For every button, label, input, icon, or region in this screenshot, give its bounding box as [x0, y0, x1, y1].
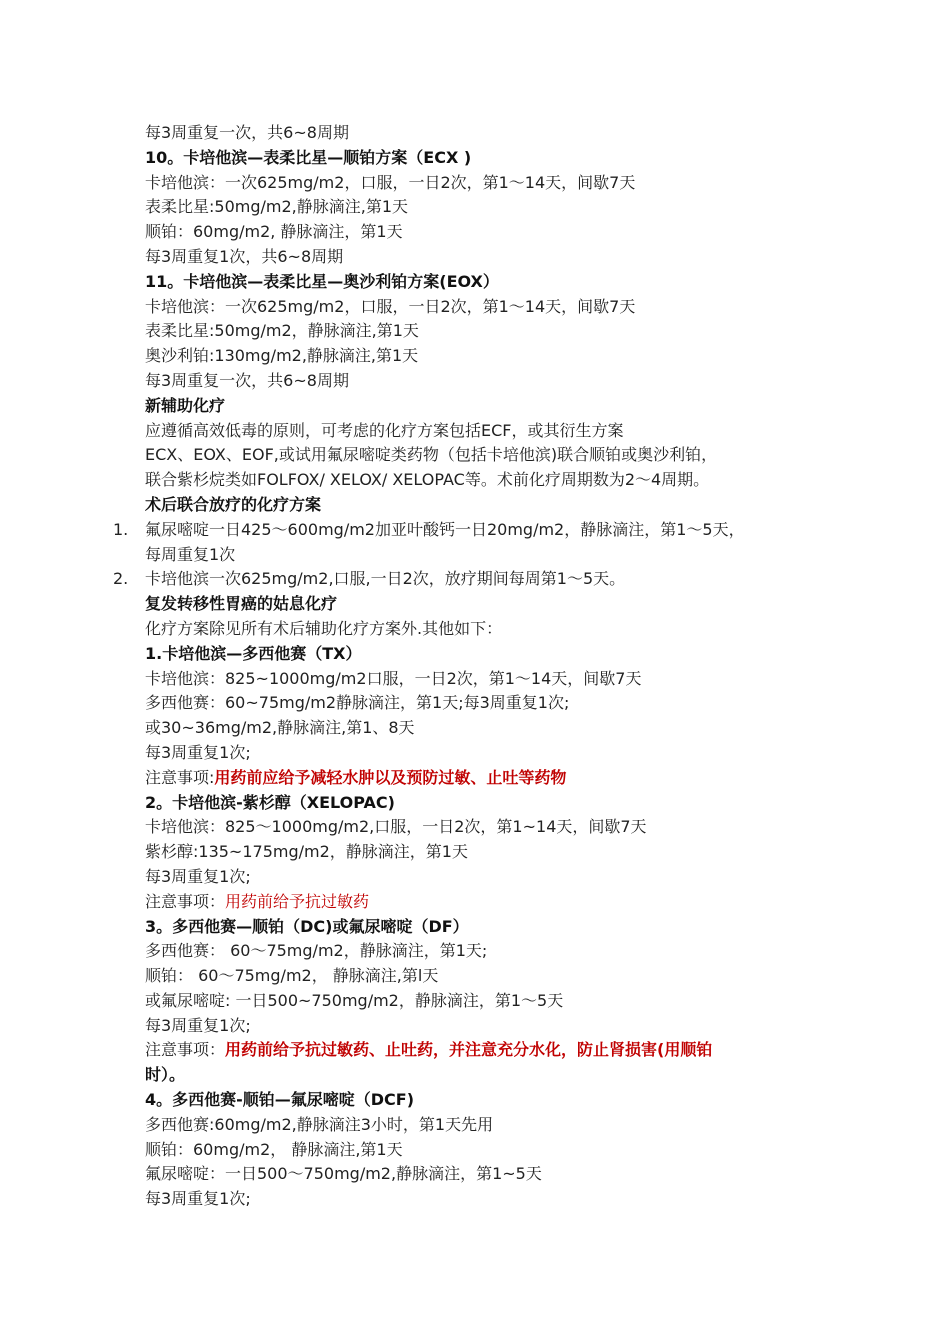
section-heading: 复发转移性胃癌的姑息化疗 [145, 594, 338, 614]
text-line: 卡培他滨：一次625mg/m2，口服，一日2次，第1～14天，间歇7天 [145, 172, 636, 192]
list-number: 2. [113, 569, 129, 589]
caution-line: 注意事项：用药前给予抗过敏药 [145, 891, 370, 911]
text-line: 卡培他滨：一次625mg/m2，口服，一日2次，第1～14天，间歇7天 [145, 296, 636, 316]
text-line: 紫杉醇:135~175mg/m2，静脉滴注，第1天 [145, 842, 468, 862]
section-heading: 1.卡培他滨—多西他赛（TX） [145, 643, 362, 663]
text-line: 每周重复1次 [145, 544, 236, 564]
section-heading: 10。卡培他滨—表柔比星—顺铂方案（ECX ) [145, 147, 472, 167]
text-line: 表柔比星:50mg/m2，静脉滴注,第1天 [145, 321, 419, 341]
text-line: 顺铂：60mg/m2， 静脉滴注,第1天 [145, 1139, 403, 1159]
text-line: 表柔比星:50mg/m2,静脉滴注,第1天 [145, 197, 409, 217]
caution-note: 用药前给予抗过敏药、止吐药，并注意充分水化，防止肾损害(用顺铂 [225, 1040, 713, 1060]
caution-line: 注意事项：用药前给予抗过敏药、止吐药，并注意充分水化，防止肾损害(用顺铂 [145, 1040, 713, 1060]
caution-continuation: 时）。 [145, 1065, 186, 1085]
section-heading: 2。卡培他滨-紫杉醇（XELOPAC) [145, 792, 395, 812]
text-line: 应遵循高效低毒的原则，可考虑的化疗方案包括ECF，或其衍生方案 [145, 420, 624, 440]
list-number: 1. [113, 519, 129, 539]
text-line: 多西他赛： 60～75mg/m2，静脉滴注，第1天; [145, 941, 488, 961]
section-heading: 4。多西他赛-顺铂—氟尿嘧啶（DCF) [145, 1090, 415, 1110]
text-line: 每3周重复1次; [145, 1189, 251, 1209]
list-item: 1. 氟尿嘧啶一日425～600mg/m2加亚叶酸钙一日20mg/m2，静脉滴注，第1～5天， [0, 518, 950, 543]
text-line: 奥沙利铂:130mg/m2,静脉滴注,第1天 [145, 346, 419, 366]
text-line: 或氟尿嘧啶: 一日500~750mg/m2，静脉滴注，第1～5天 [145, 990, 564, 1010]
text-line: 每3周重复1次; [145, 1015, 251, 1035]
text-line: 联合紫杉烷类如FOLFOX/ XELOX/ XELOPAC等。术前化疗周期数为2～4周期。 [145, 470, 710, 490]
section-heading: 3。多西他赛—顺铂（DC)或氟尿嘧啶（DF） [145, 916, 469, 936]
section-heading: 术后联合放疗的化疗方案 [145, 494, 322, 514]
text-line: 顺铂：60mg/m2, 静脉滴注，第1天 [145, 222, 403, 242]
text-line: 每3周重复一次，共6~8周期 [145, 123, 349, 142]
section-heading: 新辅助化疗 [145, 395, 226, 415]
text-line: 每3周重复1次; [145, 866, 251, 886]
text-line: 每3周重复1次; [145, 742, 251, 762]
text-line: 或30~36mg/m2,静脉滴注,第1、8天 [145, 718, 415, 738]
text-line: 卡培他滨：825～1000mg/m2,口服，一日2次，第1~14天，间歇7天 [145, 817, 647, 837]
section-heading: 11。卡培他滨—表柔比星—奥沙利铂方案(EOX） [145, 271, 499, 291]
text-line: 每3周重复一次，共6~8周期 [145, 370, 349, 390]
text-line: 化疗方案除见所有术后辅助化疗方案外.其他如下： [145, 618, 503, 638]
list-item: 2. 卡培他滨一次625mg/m2,口服,一日2次，放疗期间每周第1～5天。 [0, 567, 950, 592]
text-line: 卡培他滨：825~1000mg/m2口服，一日2次，第1～14天，间歇7天 [145, 668, 642, 688]
text-line: 每3周重复1次，共6~8周期 [145, 246, 344, 266]
text-line: 氟尿嘧啶：一日500～750mg/m2,静脉滴注，第1~5天 [145, 1164, 542, 1184]
text-line: 顺铂： 60～75mg/m2， 静脉滴注,第l天 [145, 966, 439, 986]
text-line: ECX、EOX、EOF,或试用氟尿嘧啶类药物（包括卡培他滨)联合顺铂或奥沙利铂， [145, 445, 718, 465]
caution-line: 注意事项:用药前应给予减轻水肿以及预防过敏、止吐等药物 [145, 767, 567, 787]
text-line: 多西他赛:60mg/m2,静脉滴注3小时，第1天先用 [145, 1114, 494, 1134]
document-page [0, 121, 950, 1212]
caution-note: 用药前给予抗过敏药 [225, 891, 370, 911]
text-line: 多西他赛：60~75mg/m2静脉滴注，第1天;每3周重复1次; [145, 693, 570, 713]
caution-note: 用药前应给予减轻水肿以及预防过敏、止吐等药物 [214, 767, 567, 787]
